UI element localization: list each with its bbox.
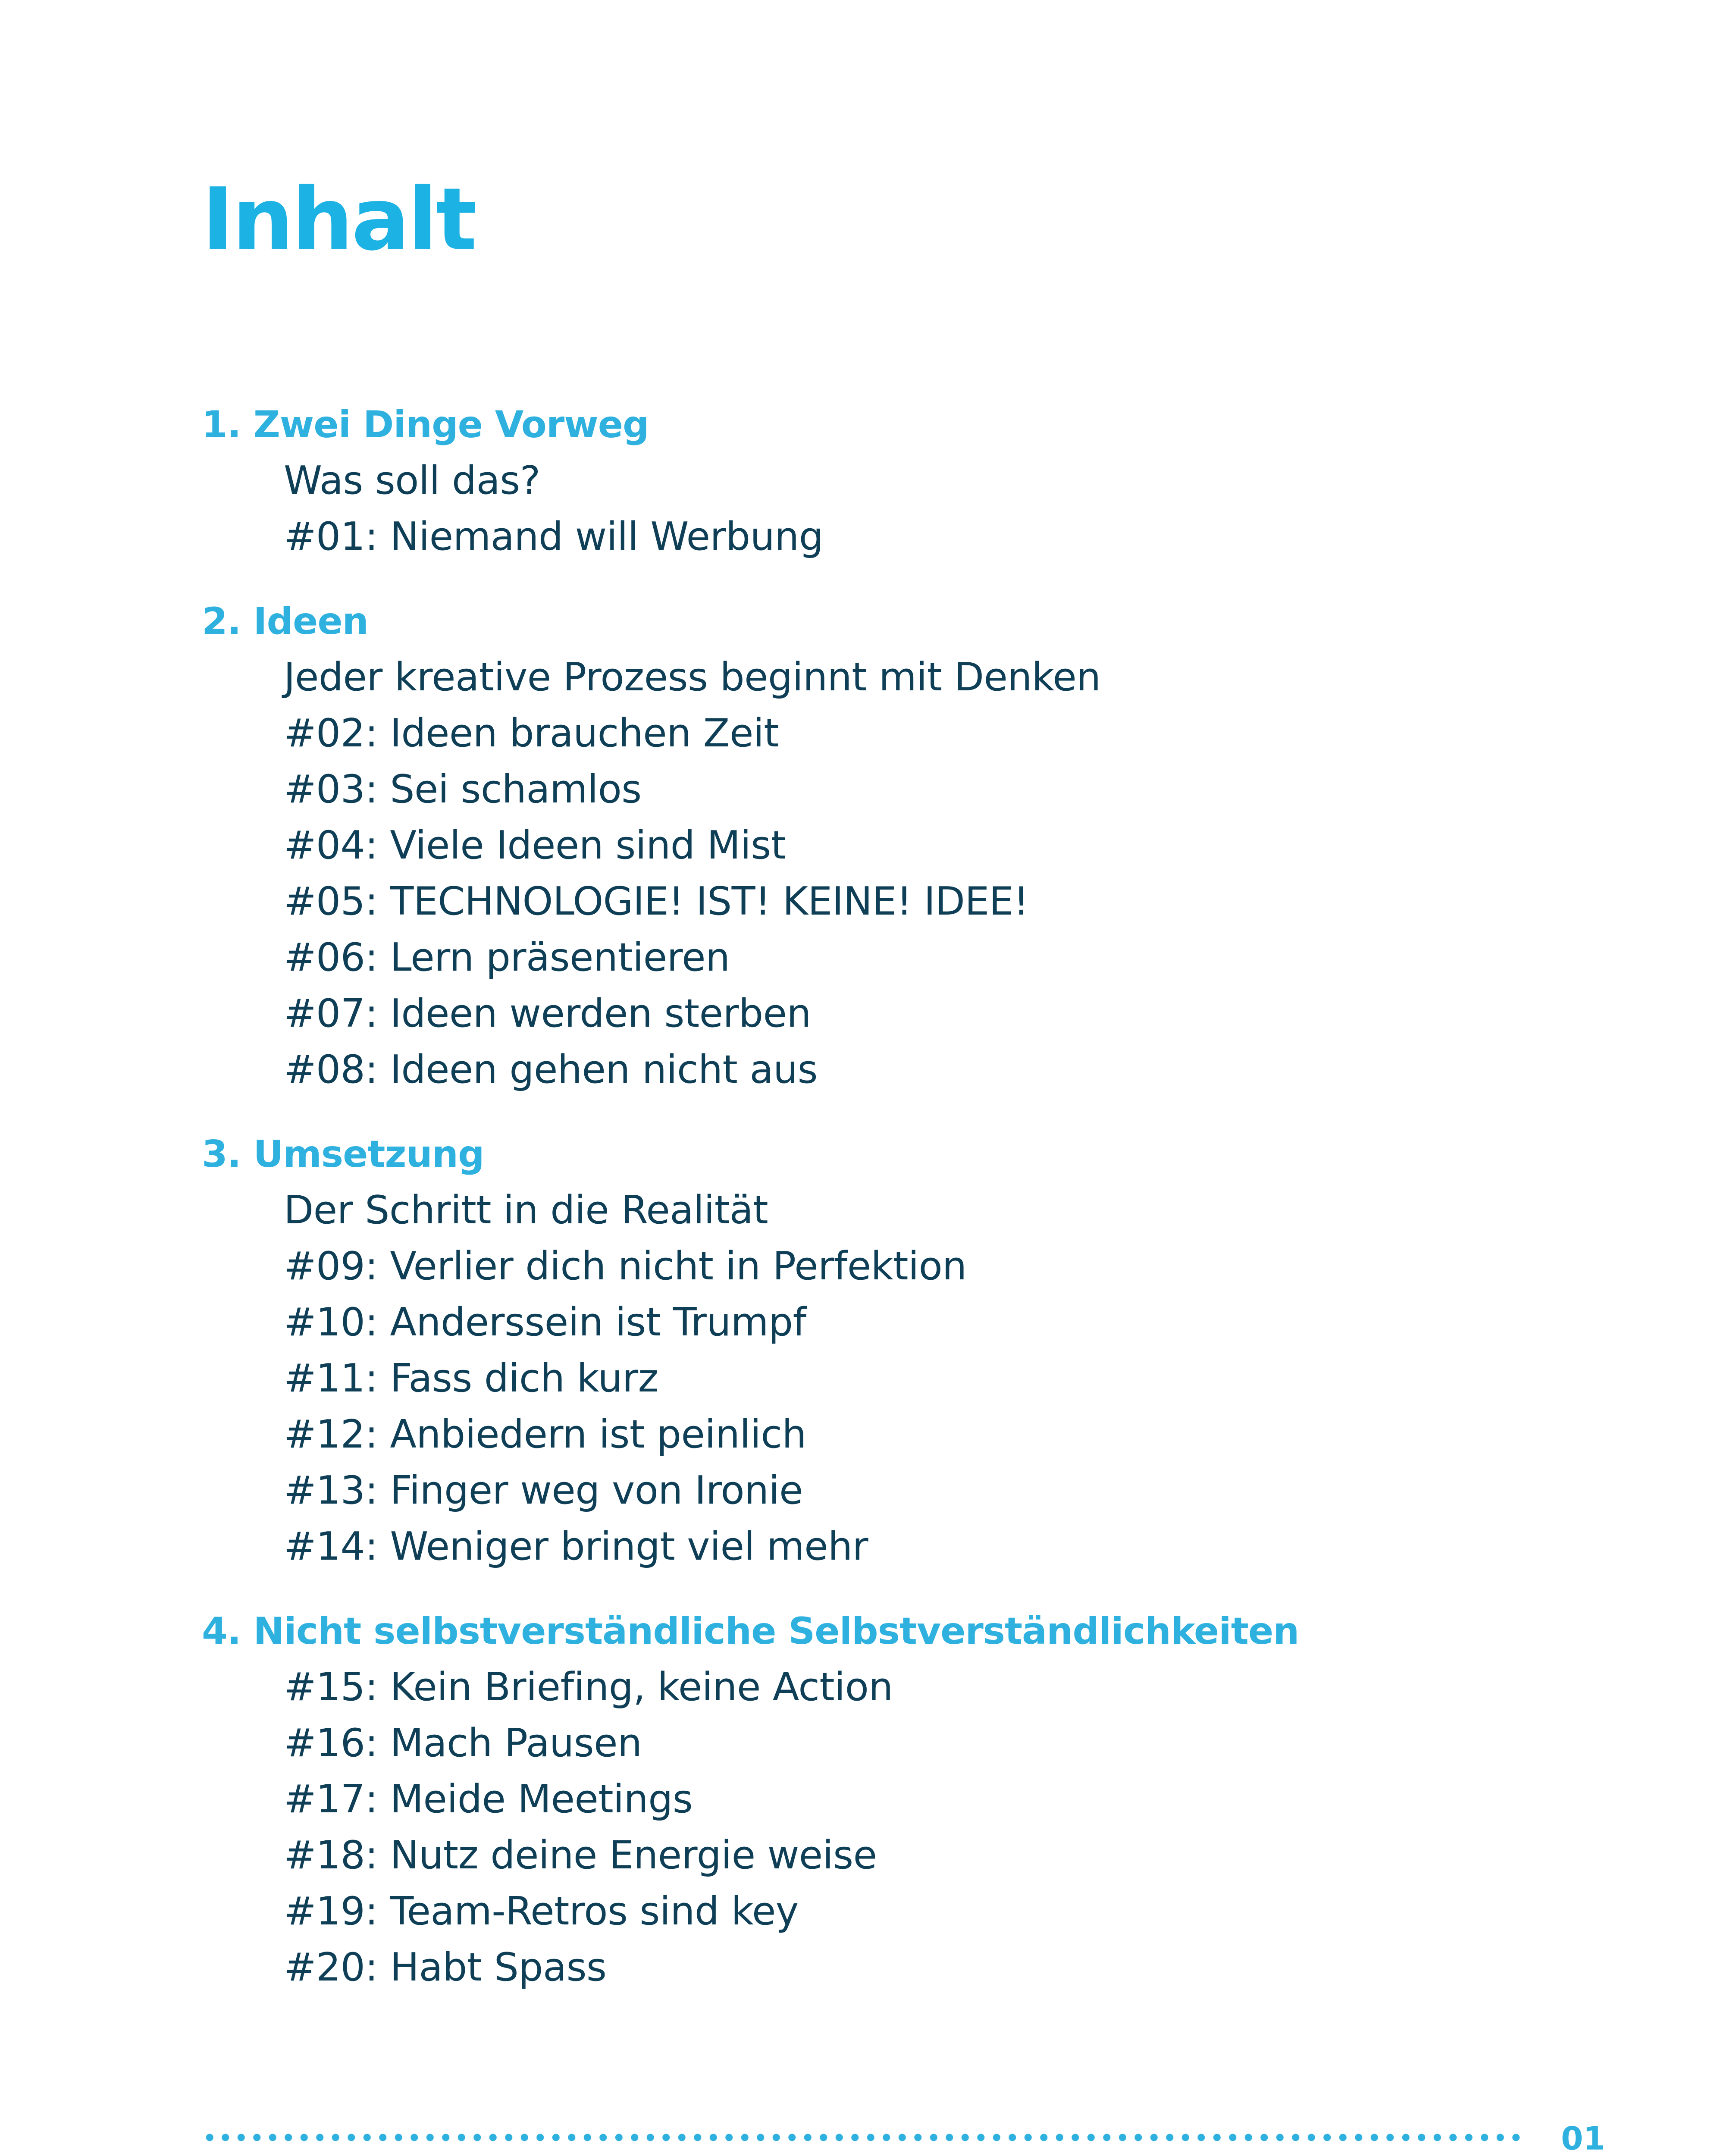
toc-entry: #05: TECHNOLOGIE! IST! KEINE! IDEE! [284, 879, 1029, 924]
toc-entry: #18: Nutz deine Energie weise [284, 1833, 877, 1878]
toc-entry: #07: Ideen werden sterben [284, 991, 812, 1036]
section-heading: 4. Nicht selbstverständliche Selbstverständlichkeiten [202, 1610, 1299, 1653]
toc-entry: #15: Kein Briefing, keine Action [284, 1664, 893, 1710]
toc-entry: #01: Niemand will Werbung [284, 514, 824, 559]
toc-entry: #02: Ideen brauchen Zeit [284, 711, 779, 756]
toc-section-1 [202, 397, 1582, 565]
toc-entry: Was soll das? [284, 458, 540, 503]
toc-entry: #20: Habt Spass [284, 1945, 607, 1990]
toc-entry: Jeder kreative Prozess beginnt mit Denken [284, 655, 1101, 700]
page-number: 01 [1561, 2120, 1605, 2156]
toc-entry: #14: Weniger bringt viel mehr [284, 1524, 868, 1569]
toc-entry: #09: Verlier dich nicht in Perfektion [284, 1244, 967, 1289]
toc-entry: #10: Anderssein ist Trumpf [284, 1300, 806, 1345]
toc-section-4 [202, 1603, 1582, 1996]
toc-entry: #16: Mach Pausen [284, 1720, 642, 1766]
toc-entry: #06: Lern präsentieren [284, 935, 730, 980]
toc-section-2 [202, 593, 1582, 1098]
dotted-divider [202, 2134, 1524, 2141]
toc-entry: #17: Meide Meetings [284, 1777, 693, 1822]
toc-entry: #04: Viele Ideen sind Mist [284, 823, 786, 868]
toc-entry: #11: Fass dich kurz [284, 1356, 658, 1401]
page-title: Inhalt [202, 169, 476, 270]
section-heading: 1. Zwei Dinge Vorweg [202, 403, 649, 446]
table-of-contents [202, 397, 1582, 2024]
toc-entry: Der Schritt in die Realität [284, 1188, 768, 1233]
toc-entry: #08: Ideen gehen nicht aus [284, 1047, 818, 1092]
toc-section-3 [202, 1126, 1582, 1575]
toc-entry: #12: Anbiedern ist peinlich [284, 1412, 806, 1457]
section-heading: 2. Ideen [202, 600, 368, 643]
section-heading: 3. Umsetzung [202, 1133, 484, 1176]
toc-entry: #19: Team-Retros sind key [284, 1889, 799, 1934]
toc-entry: #03: Sei schamlos [284, 767, 642, 812]
toc-entry: #13: Finger weg von Ironie [284, 1468, 803, 1513]
